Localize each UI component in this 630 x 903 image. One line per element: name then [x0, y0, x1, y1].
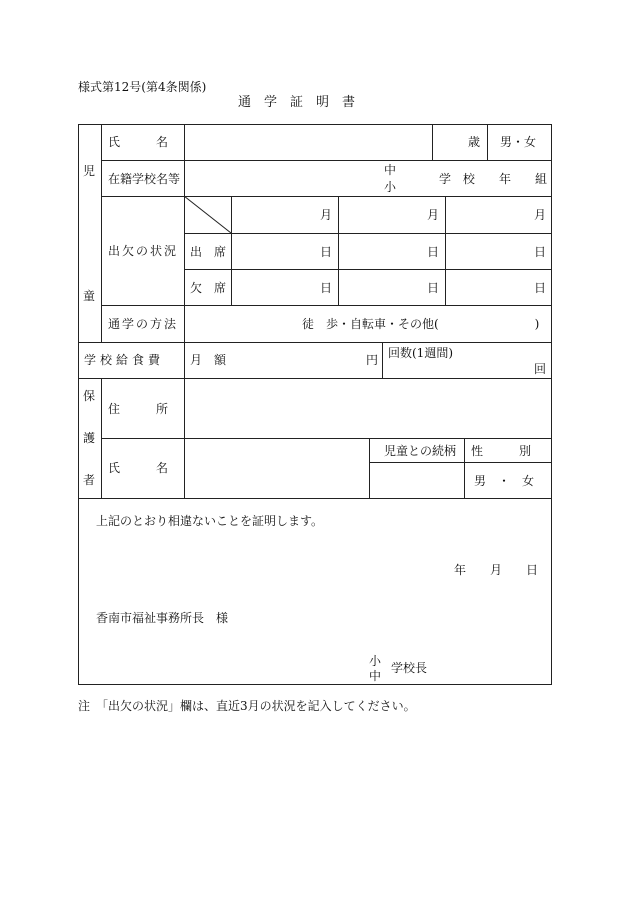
- guardian-label-3: 者: [83, 473, 96, 487]
- divider: [369, 438, 370, 498]
- divider: [231, 196, 232, 305]
- divider: [338, 196, 339, 305]
- commute-label: 通学の方法: [108, 317, 179, 331]
- present-3-unit: 日: [534, 245, 547, 259]
- school-label: 在籍学校名等: [108, 172, 181, 186]
- lunch-label: 学校給食費: [84, 353, 165, 367]
- yen-unit: 円: [366, 353, 379, 367]
- divider: [184, 233, 552, 234]
- present-2-unit: 日: [427, 245, 440, 259]
- count-unit: 回: [534, 362, 547, 376]
- divider: [101, 160, 552, 161]
- attendance-label: 出欠の状況: [108, 244, 179, 258]
- principal-label: 学校長: [391, 661, 428, 675]
- month-1-unit: 月: [320, 208, 333, 222]
- divider: [101, 196, 552, 197]
- grade-unit: 年: [499, 172, 512, 186]
- present-1-unit: 日: [320, 245, 333, 259]
- divider: [432, 124, 433, 160]
- divider: [184, 342, 185, 378]
- absent-3-unit: 日: [534, 281, 547, 295]
- table-border-left: [78, 124, 79, 685]
- age-unit: 歳: [468, 135, 481, 149]
- child-name-label: 氏 名: [108, 135, 169, 149]
- divider: [78, 378, 552, 379]
- page-title: 通 学 証 明 書: [238, 95, 356, 110]
- divider: [464, 438, 465, 498]
- month-2-unit: 月: [427, 208, 440, 222]
- lunch-monthly-field[interactable]: [230, 345, 355, 376]
- addressee: 香南市福祉事務所長 様: [96, 611, 229, 625]
- divider: [101, 124, 102, 342]
- address-field[interactable]: [186, 381, 550, 436]
- relation-label: 児童との続柄: [384, 444, 457, 458]
- guardian-label-1: 保: [83, 389, 96, 403]
- divider: [369, 462, 552, 463]
- footer-note: 注 「出欠の状況」欄は、直近3月の状況を記入してください。: [78, 699, 416, 713]
- guardian-label-2: 護: [83, 431, 96, 445]
- form-number: 様式第12号(第4条関係): [78, 80, 207, 94]
- child-section-label-top: 児: [83, 164, 96, 178]
- address-label: 住 所: [108, 402, 169, 416]
- guardian-gender-options[interactable]: 男 ・ 女: [474, 474, 535, 488]
- class-unit: 組: [535, 172, 548, 186]
- lunch-monthly-label: 月 額: [190, 353, 227, 367]
- divider: [101, 438, 552, 439]
- child-age-field[interactable]: [435, 127, 465, 158]
- school-type-elementary-sign[interactable]: 小: [369, 654, 382, 668]
- divider: [382, 342, 383, 378]
- certification-statement: 上記のとおり相違ないことを証明します。: [96, 514, 324, 528]
- table-border-right: [551, 124, 552, 685]
- attendance-diagonal: [184, 196, 231, 233]
- divider: [101, 305, 552, 306]
- guardian-gender-label: 性 別: [471, 444, 532, 458]
- divider: [78, 342, 552, 343]
- absent-2-unit: 日: [427, 281, 440, 295]
- divider: [184, 269, 552, 270]
- relation-field[interactable]: [372, 465, 462, 496]
- school-type-middle[interactable]: 中: [384, 163, 397, 177]
- divider: [445, 196, 446, 305]
- lunch-count-label: 回数(1週間): [388, 346, 453, 360]
- absent-label: 欠 席: [190, 281, 227, 295]
- absent-1-unit: 日: [320, 281, 333, 295]
- present-label: 出 席: [190, 245, 227, 259]
- divider: [487, 124, 488, 160]
- child-section-label-bottom: 童: [83, 289, 96, 303]
- school-type-middle-sign[interactable]: 中: [369, 669, 382, 683]
- commute-options[interactable]: 徒 歩・自転車・その他( ): [302, 317, 540, 331]
- child-gender-options[interactable]: 男・女: [500, 135, 537, 149]
- certification-date[interactable]: 年 月 日: [454, 563, 539, 577]
- child-name-field[interactable]: [186, 127, 430, 158]
- table-border-bottom: [78, 684, 552, 685]
- table-border-top: [78, 124, 552, 125]
- school-type-elementary[interactable]: 小: [384, 180, 397, 194]
- school-suffix: 学 校: [439, 172, 479, 186]
- guardian-name-label: 氏 名: [108, 461, 169, 475]
- month-3-unit: 月: [534, 208, 547, 222]
- guardian-name-field[interactable]: [186, 441, 367, 496]
- divider: [78, 498, 552, 499]
